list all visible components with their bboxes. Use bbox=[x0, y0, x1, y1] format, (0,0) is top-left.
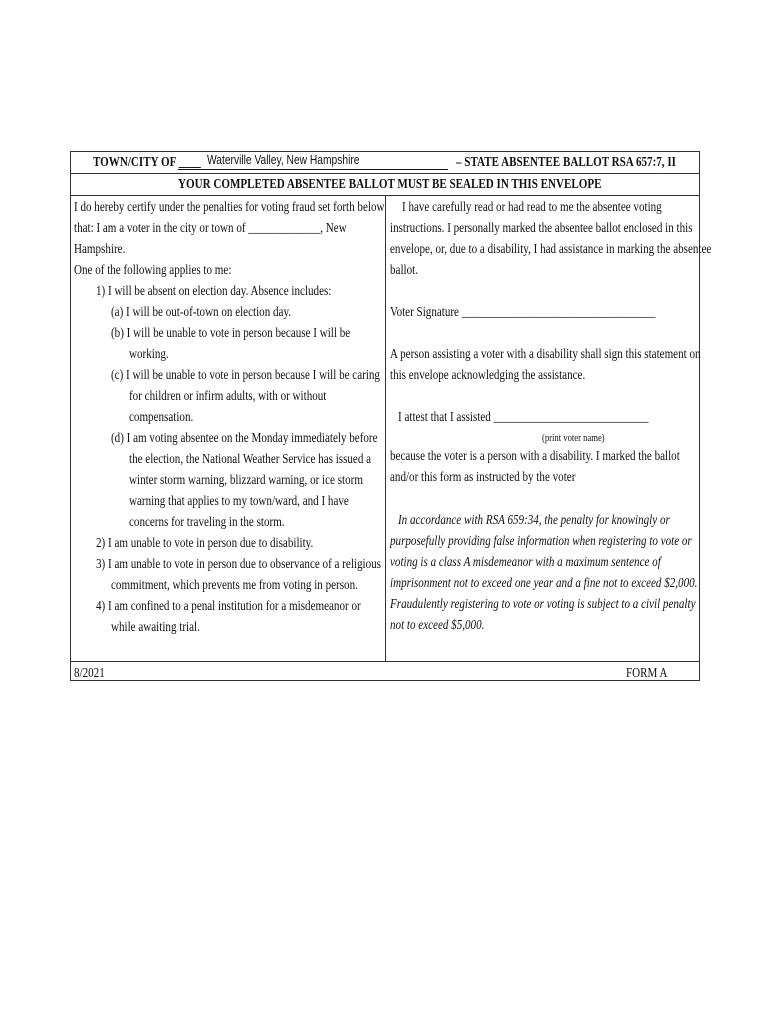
assistant-name-field[interactable]: I attest that I assisted ____________________________ bbox=[398, 409, 649, 424]
assist-line: this envelope acknowledging the assistance. bbox=[390, 367, 586, 382]
town-underline bbox=[178, 169, 448, 170]
title-row bbox=[71, 152, 699, 174]
print-name-caption: (print voter name) bbox=[542, 433, 605, 444]
list-item: 4) I am confined to a penal institution for a misdemeanor or bbox=[96, 598, 361, 613]
list-item: (c) I will be unable to vote in person because I will be caring bbox=[111, 367, 380, 382]
list-item-cont: the election, the National Weather Service has issued a bbox=[129, 451, 372, 466]
penalty-line: Fraudulently registering to vote or voting is subject to a civil penalty bbox=[390, 596, 696, 611]
list-item-cont: while awaiting trial. bbox=[111, 619, 200, 634]
list-item-cont: commitment, which prevents me from voting in person. bbox=[111, 577, 358, 592]
left-line: Hampshire. bbox=[74, 241, 126, 256]
town-city-label: TOWN/CITY OF ____ bbox=[93, 154, 201, 169]
absentee-ballot-form bbox=[70, 151, 712, 681]
list-item: 3) I am unable to vote in person due to observance of a religious bbox=[96, 556, 381, 571]
penalty-line: not to exceed $5,000. bbox=[390, 617, 485, 632]
because-line: and/or this form as instructed by the voter bbox=[390, 469, 576, 484]
penalty-line: In accordance with RSA 659:34, the penalty for knowingly or bbox=[398, 512, 670, 527]
cert-line: I have carefully read or had read to me the absentee voting bbox=[402, 199, 662, 214]
revision-date: 8/2021 bbox=[74, 665, 105, 680]
voter-signature-field[interactable]: Voter Signature ___________________________________ bbox=[390, 304, 656, 319]
left-line: I do hereby certify under the penalties for voting fraud set forth below bbox=[74, 199, 385, 214]
list-item-cont: concerns for traveling in the storm. bbox=[129, 514, 285, 529]
column-divider bbox=[385, 196, 386, 661]
footer-row bbox=[71, 661, 699, 681]
list-item-cont: warning that applies to my town/ward, and I have bbox=[129, 493, 349, 508]
list-item: (a) I will be out-of-town on election day. bbox=[111, 304, 292, 319]
subtitle-row bbox=[71, 174, 699, 196]
penalty-line: imprisonment not to exceed one year and a fine not to exceed $2,000. bbox=[390, 575, 698, 590]
cert-line: instructions. I personally marked the absentee ballot enclosed in this bbox=[390, 220, 693, 235]
left-line: One of the following applies to me: bbox=[74, 262, 232, 277]
list-item-cont: for children or infirm adults, with or without bbox=[129, 388, 327, 403]
penalty-line: voting is a class A misdemeanor with a maximum sentence of bbox=[390, 554, 661, 569]
list-item-cont: working. bbox=[129, 346, 169, 361]
list-item: 2) I am unable to vote in person due to disability. bbox=[96, 535, 314, 550]
form-id: FORM A bbox=[626, 665, 668, 680]
because-line: because the voter is a person with a disability. I marked the ballot bbox=[390, 448, 680, 463]
left-line: that: I am a voter in the city or town of _____________, New bbox=[74, 220, 347, 235]
cert-line: envelope, or, due to a disability, I had assistance in marking the absentee bbox=[390, 241, 712, 256]
form-title: – STATE ABSENTEE BALLOT RSA 657:7, II bbox=[456, 154, 676, 169]
town-city-value: Waterville Valley, New Hampshire bbox=[207, 153, 360, 167]
penalty-line: purposefully providing false information when registering to vote or bbox=[390, 533, 692, 548]
list-item: (d) I am voting absentee on the Monday immediately before bbox=[111, 430, 378, 445]
list-item-cont: winter storm warning, blizzard warning, or ice storm bbox=[129, 472, 363, 487]
list-item: (b) I will be unable to vote in person because I will be bbox=[111, 325, 351, 340]
list-item-cont: compensation. bbox=[129, 409, 194, 424]
list-item: 1) I will be absent on election day. Absence includes: bbox=[96, 283, 332, 298]
seal-instruction: YOUR COMPLETED ABSENTEE BALLOT MUST BE SEALED IN THIS ENVELOPE bbox=[178, 176, 602, 191]
cert-line: ballot. bbox=[390, 262, 418, 277]
assist-line: A person assisting a voter with a disability shall sign this statement on bbox=[390, 346, 701, 361]
